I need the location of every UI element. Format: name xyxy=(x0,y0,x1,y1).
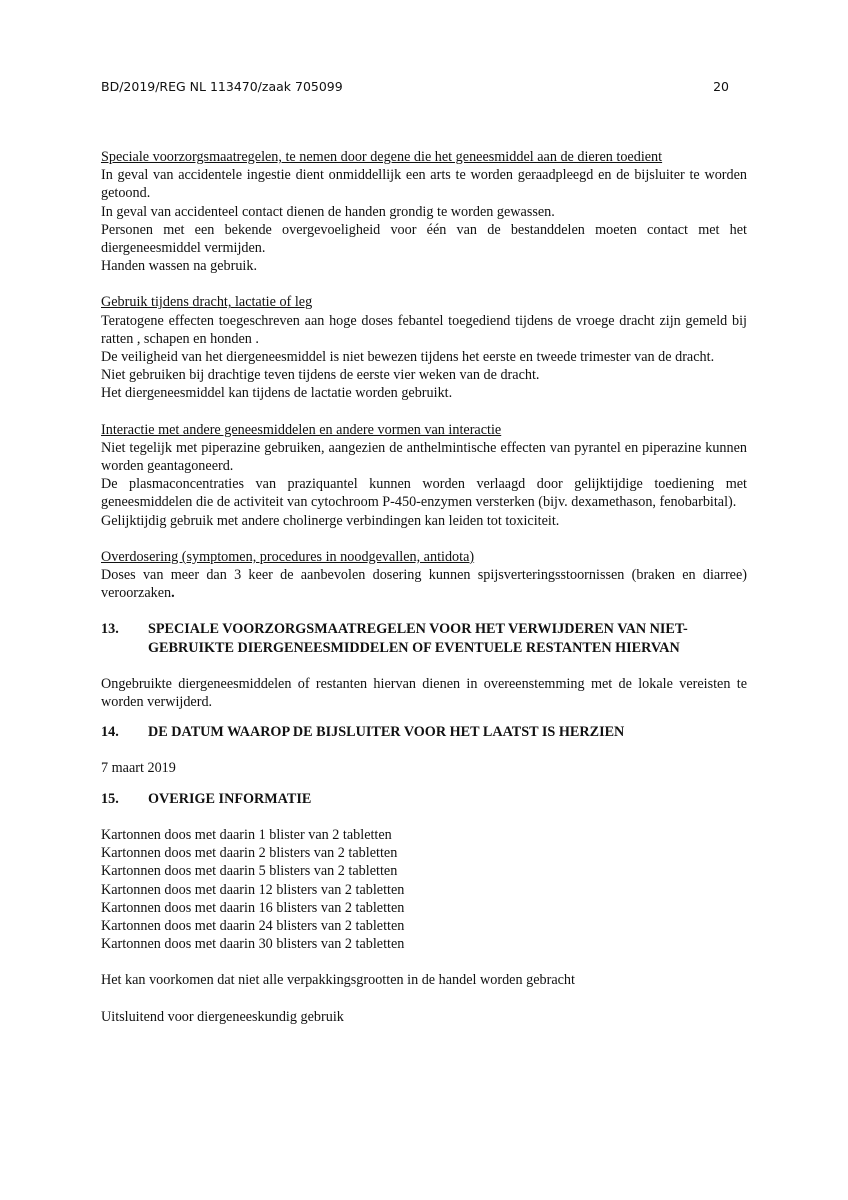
paragraph: In geval van accidenteel contact dienen de handen grondig te worden gewassen. xyxy=(101,203,555,220)
list-item: Kartonnen doos met daarin 2 blisters van 2 tabletten xyxy=(101,845,398,862)
paragraph: Personen met een bekende overgevoeligheid voor één van de bestanddelen moeten contact met het diergeneesmiddel vermijden. xyxy=(101,221,747,257)
document-reference: BD/2019/REG NL 113470/zaak 705099 xyxy=(101,79,343,94)
paragraph: Niet tegelijk met piperazine gebruiken, aangezien de anthelmintische effecten van pyrantel en piperazine kunnen worden geantagoneerd. xyxy=(101,439,747,475)
paragraph: De veiligheid van het diergeneesmiddel is niet bewezen tijdens het eerste en tweede trimester van de dracht. xyxy=(101,349,715,366)
section-title: DE DATUM WAAROP DE BIJSLUITER VOOR HET LAATST IS HERZIEN xyxy=(148,724,625,741)
paragraph: Het diergeneesmiddel kan tijdens de lactatie worden gebruikt. xyxy=(101,385,453,402)
section-title: OVERIGE INFORMATIE xyxy=(148,790,312,807)
list-item: Kartonnen doos met daarin 5 blisters van 2 tabletten xyxy=(101,863,398,880)
paragraph: Handen wassen na gebruik. xyxy=(101,258,258,275)
subheading-pregnancy: Gebruik tijdens dracht, lactatie of leg xyxy=(101,294,313,311)
subheading-precautions-admin: Speciale voorzorgsmaatregelen, te nemen door degene die het geneesmiddel aan de dieren toedient xyxy=(101,149,663,165)
section-number: 14. xyxy=(101,724,119,741)
list-item: Kartonnen doos met daarin 30 blisters van 2 tabletten xyxy=(101,936,405,953)
subheading-interaction: Interactie met andere geneesmiddelen en andere vormen van interactie xyxy=(101,421,502,438)
paragraph: In geval van accidentele ingestie dient onmiddellijk een arts te worden geraadpleegd en de bijsluiter te worden getoond. xyxy=(101,167,747,202)
page-header xyxy=(101,79,729,99)
paragraph: Het kan voorkomen dat niet alle verpakkingsgrootten in de handel worden gebracht xyxy=(101,972,575,989)
list-item: Kartonnen doos met daarin 1 blister van 2 tabletten xyxy=(101,826,392,843)
paragraph: De plasmaconcentraties van praziquantel kunnen worden verlaagd door gelijktijdige toediening met geneesmiddelen die de activiteit van cytochroom P-450-enzymen versterken (bijv. dexamethason, fenobarbital). xyxy=(101,476,747,511)
section-number: 13. xyxy=(101,621,119,638)
document-body xyxy=(101,148,747,1026)
paragraph: Gelijktijdig gebruik met andere cholinerge verbindingen kan leiden tot toxiciteit. xyxy=(101,512,560,529)
list-item: Kartonnen doos met daarin 16 blisters van 2 tabletten xyxy=(101,899,405,916)
list-item: Kartonnen doos met daarin 12 blisters van 2 tabletten xyxy=(101,881,405,898)
paragraph-overdose xyxy=(101,566,747,602)
section-13-heading xyxy=(101,620,747,656)
section-15-heading xyxy=(101,790,747,808)
overdose-period: . xyxy=(171,585,175,602)
list-item: Kartonnen doos met daarin 24 blisters van 2 tabletten xyxy=(101,917,405,934)
section-14-heading xyxy=(101,723,747,741)
paragraph: Niet gebruiken bij drachtige teven tijdens de eerste vier weken van de dracht. xyxy=(101,367,540,384)
section-title: SPECIALE VOORZORGSMAATREGELEN VOOR HET VERWIJDEREN VAN NIET-GEBRUIKTE DIERGENEESMIDDELEN OF EVENTUELE RESTANTEN HIERVAN xyxy=(148,621,688,656)
revision-date: 7 maart 2019 xyxy=(101,760,176,777)
paragraph: Teratogene effecten toegeschreven aan hoge doses febantel toegediend tijdens de vroege dracht zijn gemeld bij ratten , schapen en honden . xyxy=(101,312,747,347)
paragraph: Ongebruikte diergeneesmiddelen of restanten hiervan dienen in overeenstemming met de lokale vereisten te worden verwijderd. xyxy=(101,675,747,711)
section-number: 15. xyxy=(101,790,119,807)
paragraph: Uitsluitend voor diergeneeskundig gebruik xyxy=(101,1008,344,1025)
subheading-overdose: Overdosering (symptomen, procedures in noodgevallen, antidota) xyxy=(101,548,475,565)
page-number: 20 xyxy=(713,79,729,94)
overdose-text: Doses van meer dan 3 keer de aanbevolen dosering kunnen spijsverteringsstoornissen (braken en diarree) veroorzaken xyxy=(101,567,747,602)
